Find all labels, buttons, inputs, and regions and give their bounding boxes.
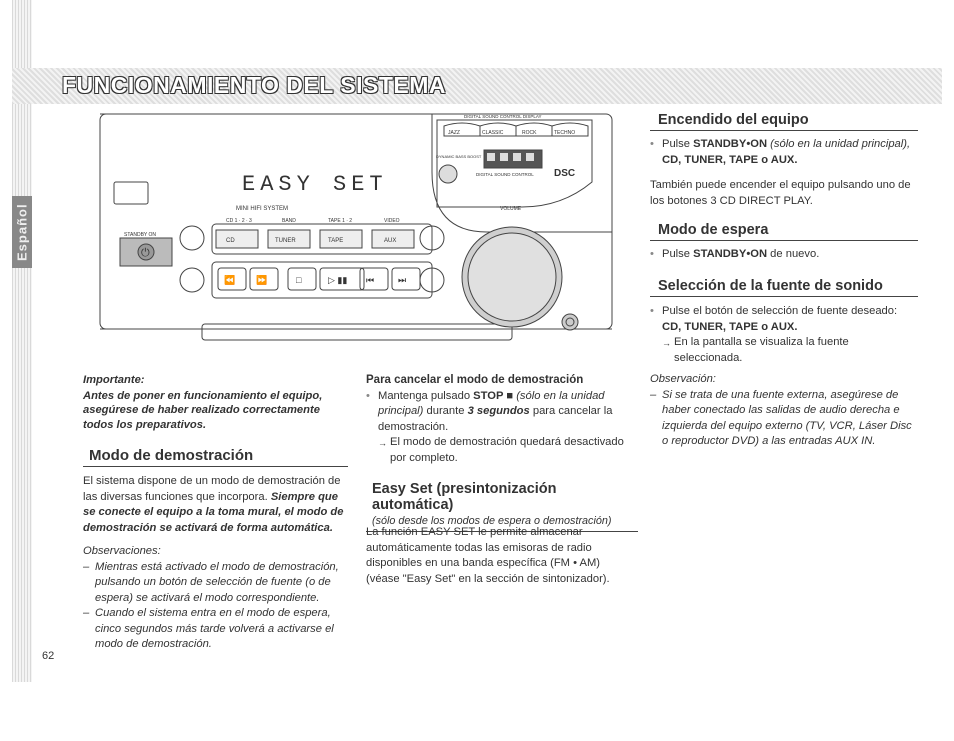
dsc-btn-techno: TECHNO — [554, 130, 576, 136]
on-text: También puede encender el equipo pulsando uno de los botones 3 CD DIRECT PLAY. — [650, 179, 911, 207]
dsc-btn-classic: CLASSIC — [482, 130, 504, 136]
row-label-video: VIDEO — [384, 218, 400, 224]
cancel-during: durante — [426, 405, 465, 417]
important-title: Importante: — [83, 374, 145, 386]
easy-text: La función EASY SET le permite almacenar automáticamente todas las emisoras de radio disponibles en una banda específica (FM • AM) (véase "Easy Set" en la sección de sintonizador). — [366, 526, 610, 585]
wait-pulse: Pulse — [662, 248, 690, 260]
device-illustration — [92, 112, 614, 356]
display-text: EASY SET — [242, 172, 388, 197]
source-btn-aux: AUX — [384, 238, 397, 244]
page-title: FUNCIONAMIENTO DEL SISTEMA — [62, 72, 446, 98]
src-list: CD, TUNER, TAPE o AUX. — [662, 320, 798, 333]
source-btn-tuner: TUNER — [275, 238, 296, 244]
dsc-btn-jazz: JAZZ — [448, 130, 460, 136]
demo-text-2: Siempre que se conecte el equipo a la toma mural, el modo de demostración se activará de forma automática. — [83, 490, 344, 534]
transport-stop: □ — [296, 275, 302, 285]
cancel-note: (sólo en la unidad principal) — [378, 389, 605, 417]
src-section — [650, 278, 918, 297]
dsc-btn-rock: ROCK — [522, 130, 537, 136]
on-heading: Encendido del equipo — [650, 112, 918, 131]
cancel-title: Para cancelar el modo de demostración — [366, 374, 584, 386]
on-sources: CD, TUNER, TAPE o AUX. — [662, 153, 798, 166]
important-block — [83, 373, 348, 432]
stop-key: STOP ■ — [473, 389, 514, 402]
mini-hifi-label: MINI HIFI SYSTEM — [236, 206, 289, 212]
cancel-result: → El modo de demostración quedará desactivado por completo. — [390, 435, 634, 466]
cancel-pre: Mantenga pulsado — [378, 389, 471, 402]
wait-section — [650, 222, 918, 241]
easy-heading: Easy Set (presintonización automática) — [372, 481, 557, 513]
page-number: 62 — [42, 650, 55, 662]
language-tab: Español — [12, 196, 32, 268]
wait-body — [650, 247, 918, 263]
wait-standby: STANDBY•ON — [693, 248, 768, 260]
device-diagram — [92, 112, 614, 356]
transport-prev: ⏮ — [366, 275, 375, 285]
on-note: (sólo en la unidad principal), — [770, 138, 911, 150]
row-label-band: BAND — [282, 218, 296, 224]
src-body — [650, 304, 918, 450]
volume-label: VOLUME — [500, 206, 522, 212]
row-label-cd: CD 1 · 2 · 3 — [226, 218, 252, 224]
transport-play-pause: ▷ ▮▮ — [328, 275, 348, 285]
demo-text-1: El sistema dispone de un modo de demostración de las diversas funciones que incorpora. — [83, 475, 341, 503]
row-label-tape: TAPE 1 · 2 — [328, 218, 353, 224]
obs-item-1: – Mientras está activado el modo de demostración, pulsando un botón de selección de fuente (o de espera) se activará el modo correspondiente. — [95, 560, 348, 607]
cancel-block — [366, 373, 634, 466]
transport-forward: ⏩ — [256, 275, 268, 285]
src-result: → En la pantalla se visualiza la fuente seleccionada. — [674, 335, 918, 366]
display-top-label: DIGITAL SOUND CONTROL DISPLAY — [464, 114, 542, 119]
cancel-secs: 3 segundos — [467, 405, 530, 417]
transport-rewind: ⏪ — [224, 275, 236, 285]
demo-section — [83, 447, 348, 467]
easy-body — [366, 525, 634, 587]
easy-section — [366, 481, 638, 532]
demo-heading: Modo de demostración — [83, 447, 348, 467]
wait-post: de nuevo. — [770, 248, 820, 260]
cancel-post: para cancelar la demostración. — [378, 405, 613, 433]
wait-heading: Modo de espera — [650, 222, 918, 241]
on-standby: STANDBY•ON — [693, 138, 768, 150]
easy-subheading: (sólo desde los modos de espera o demostración) — [366, 513, 638, 532]
on-body — [650, 137, 918, 209]
standby-label: STANDBY ON — [124, 232, 157, 238]
on-section — [650, 112, 918, 131]
important-text: Antes de poner en funcionamiento el equipo, asegúrese de haber realizado correctamente todos los preparativos. — [83, 389, 323, 431]
src-obs-text: – Si se trata de una fuente externa, asegúrese de haber conectado las salidas de audio derecha e izquierda del equipo externo (TV, VCR, Láser Disc o reproductor DVD) a las entradas AUX IN. — [662, 388, 918, 450]
source-btn-cd: CD — [226, 238, 235, 244]
dsc-label: DSC — [554, 168, 576, 179]
obs-title: Observaciones: — [83, 545, 161, 557]
source-btn-tape: TAPE — [328, 238, 344, 244]
transport-next: ⏭ — [398, 275, 407, 285]
obs-item-2: – Cuando el sistema entra en el modo de espera, cinco segundos más tarde volverá a activarse el modo de demostración. — [95, 606, 348, 653]
src-pre: Pulse el botón de selección de fuente deseado: — [662, 305, 898, 317]
on-pulse: Pulse — [662, 138, 690, 150]
demo-body — [83, 474, 348, 653]
src-heading: Selección de la fuente de sonido — [650, 278, 918, 297]
dsc-knob-label: DIGITAL SOUND CONTROL — [476, 172, 534, 177]
src-obs-title: Observación: — [650, 373, 716, 385]
standby-glyph: ⏻ — [141, 247, 150, 259]
dynamic-bass-label: DYNAMIC BASS BOOST — [436, 154, 482, 159]
